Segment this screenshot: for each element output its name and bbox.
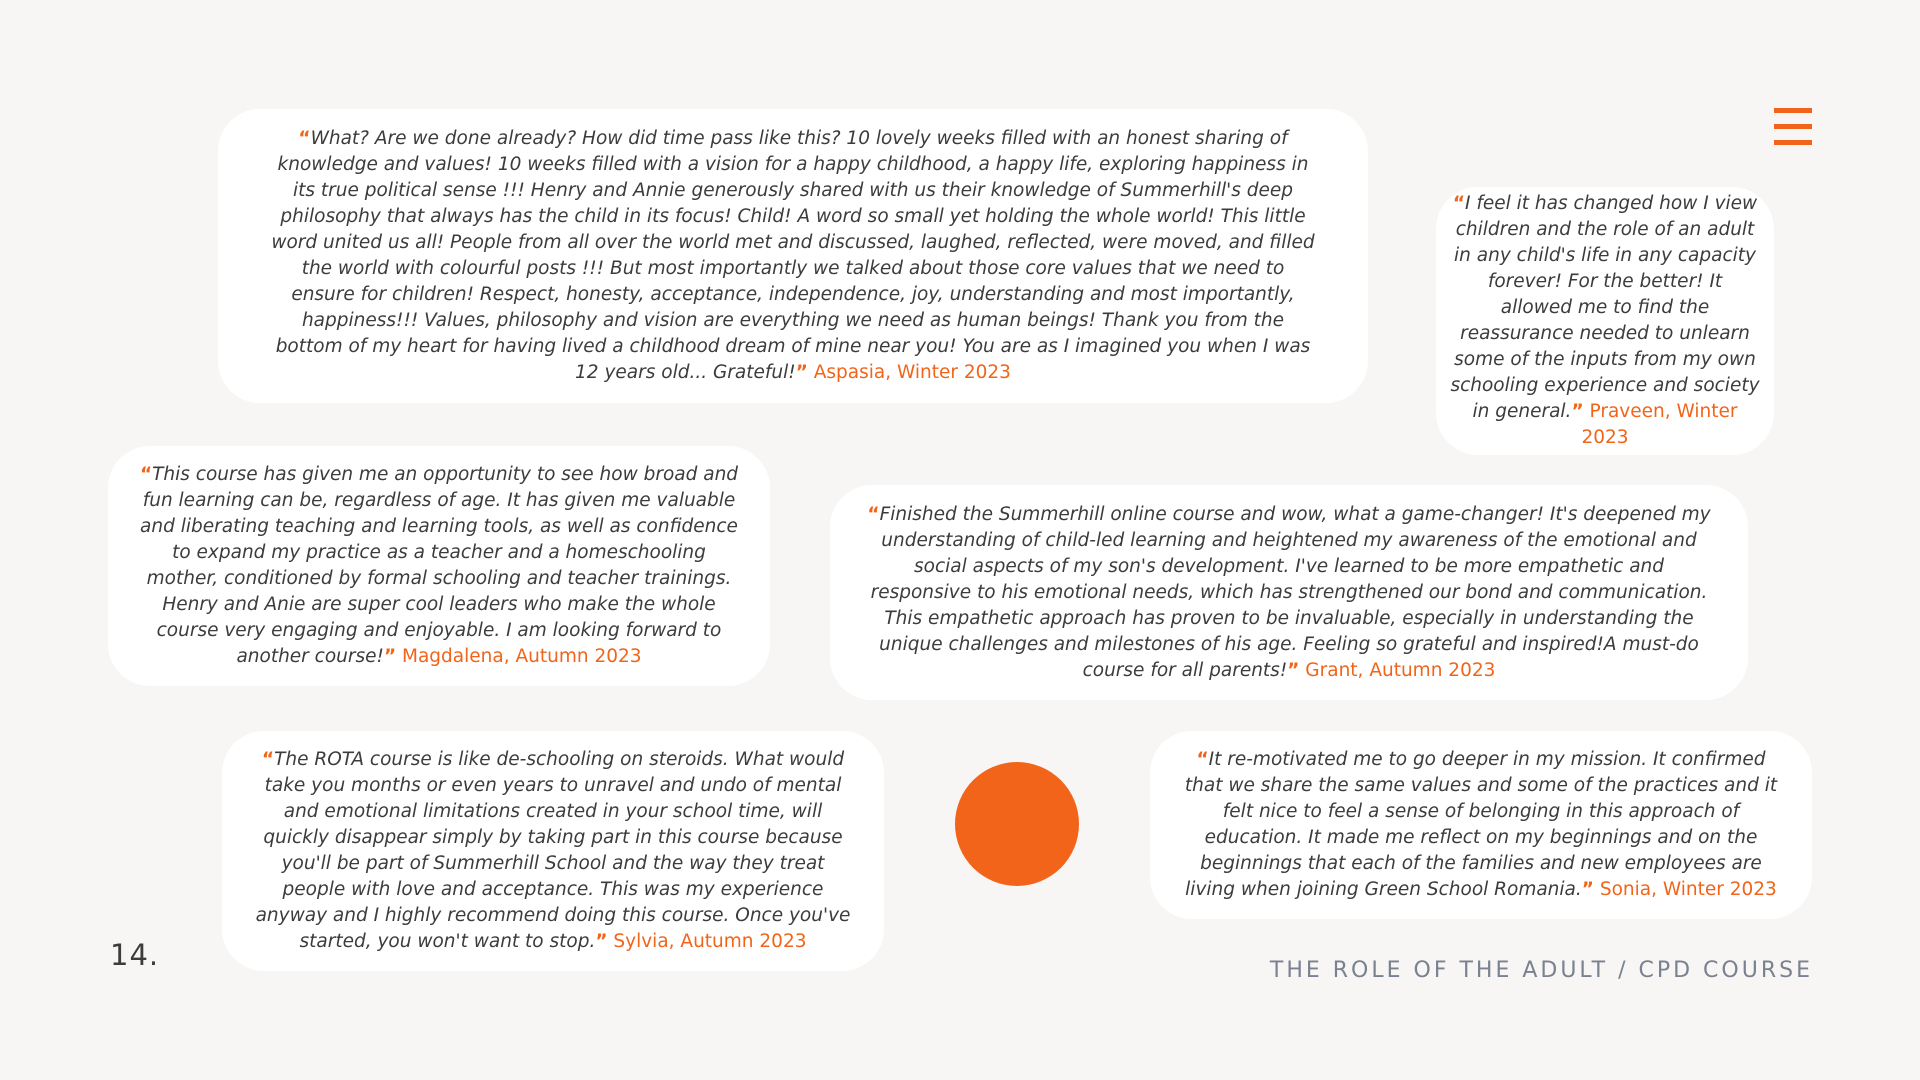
testimonial-card-aspasia (218, 109, 1368, 403)
testimonial-card-sonia (1150, 731, 1812, 919)
close-quote-mark: ” (1581, 879, 1594, 900)
testimonial-author: Grant, Autumn 2023 (1305, 659, 1496, 681)
testimonial-text: This course has given me an opportunity to see how broad and fun learning can be, regardless of age. It has given me valuable and liberating teaching and learning tools, as well as confidence to expand my practice as a teacher and a homeschooling mother, conditioned by formal schooling and teacher trainings. Henry and Anie are super cool leaders who make the whole course very engaging and enjoyable. I am looking forward to another course! (140, 464, 739, 667)
decorative-orange-circle (955, 762, 1079, 886)
open-quote-mark: “ (1452, 193, 1465, 214)
close-quote-mark: ” (1287, 659, 1300, 681)
open-quote-mark: “ (1196, 749, 1209, 770)
testimonial-author: Sonia, Winter 2023 (1599, 879, 1777, 900)
footer-title: THE ROLE OF THE ADULT / CPD COURSE (1269, 958, 1813, 983)
close-quote-mark: ” (595, 931, 608, 952)
testimonial-quote (136, 462, 742, 670)
testimonial-card-sylvia (222, 731, 884, 971)
menu-bar (1774, 140, 1812, 145)
testimonial-author: Magdalena, Autumn 2023 (402, 646, 642, 667)
menu-bar (1774, 124, 1812, 129)
testimonial-text: Finished the Summerhill online course and wow, what a game-changer! It's deepened my understanding of child-led learning and heightened my awareness of the emotional and social aspects of my son's development. I've learned to be more empathetic and responsive to his emotional needs, which has strengthened our bond and communication. This empathetic approach has proven to be invaluable, especially in understanding the unique challenges and milestones of his age. Feeling so grateful and inspired!A must-do course for all parents! (870, 503, 1711, 681)
testimonial-text: I feel it has changed how I view children and the role of an adult in any child's life in any capacity forever! For the better! It allowed me to find the reassurance needed to unlearn some of the inputs from my own schooling experience and society in general. (1450, 193, 1760, 422)
testimonial-quote (1178, 747, 1784, 903)
hamburger-menu-icon[interactable] (1774, 108, 1812, 146)
open-quote-mark: “ (867, 503, 880, 525)
open-quote-mark: “ (298, 128, 311, 149)
testimonial-quote (1450, 191, 1760, 451)
menu-bar (1774, 108, 1812, 113)
testimonial-text: What? Are we done already? How did time pass like this? 10 lovely weeks filled with an honest sharing of knowledge and values! 10 weeks filled with a vision for a happy childhood, a happy life, exploring happiness in its true political sense !!! Henry and Annie generously shared with us their knowledge of Summerhill's deep philosophy that always has the child in its focus! Child! A word so small yet holding the whole world! This little word united us all! People from all over the world met and discussed, laughed, reflected, were moved, and filled the world with colourful posts !!! But most importantly we talked about those core values that we need to ensure for children! Respect, honesty, acceptance, independence, joy, understanding and most importantly, happiness!!! Values, philosophy and vision are everything we need as human beings! Thank you from the bottom of my heart for having lived a childhood dream of mine near you! You are as I imagined you when I was 12 years old... Grateful! (271, 128, 1315, 383)
testimonial-text: The ROTA course is like de-schooling on steroids. What would take you months or even years to unravel and undo of mental and emotional limitations created in your school time, will quickly disappear simply by taking part in this course because you'll be part of Summerhill School and the way they treat people with love and acceptance. This was my experience anyway and I highly recommend doing this course. Once you've started, you won't want to stop. (255, 749, 851, 952)
testimonial-author: Praveen, Winter 2023 (1581, 401, 1738, 448)
open-quote-mark: “ (139, 464, 153, 485)
testimonial-quote (270, 126, 1316, 386)
testimonial-author: Sylvia, Autumn 2023 (613, 931, 807, 952)
testimonial-text: It re-motivated me to go deeper in my mission. It confirmed that we share the same values and some of the practices and it felt nice to feel a sense of belonging in this approach of education. It made me reflect on my beginnings and on the beginnings that each of the families and new employees are living when joining Green School Romania. (1184, 749, 1778, 900)
testimonial-card-praveen (1436, 187, 1774, 455)
testimonial-card-magdalena (108, 446, 770, 686)
testimonial-quote (250, 747, 856, 955)
testimonial-author: Aspasia, Winter 2023 (813, 362, 1011, 383)
open-quote-mark: “ (261, 749, 275, 770)
testimonial-quote (866, 502, 1712, 684)
testimonial-card-grant (830, 485, 1748, 700)
close-quote-mark: ” (383, 646, 397, 667)
close-quote-mark: ” (795, 362, 808, 383)
page-number: 14. (110, 938, 160, 972)
close-quote-mark: ” (1571, 401, 1584, 422)
